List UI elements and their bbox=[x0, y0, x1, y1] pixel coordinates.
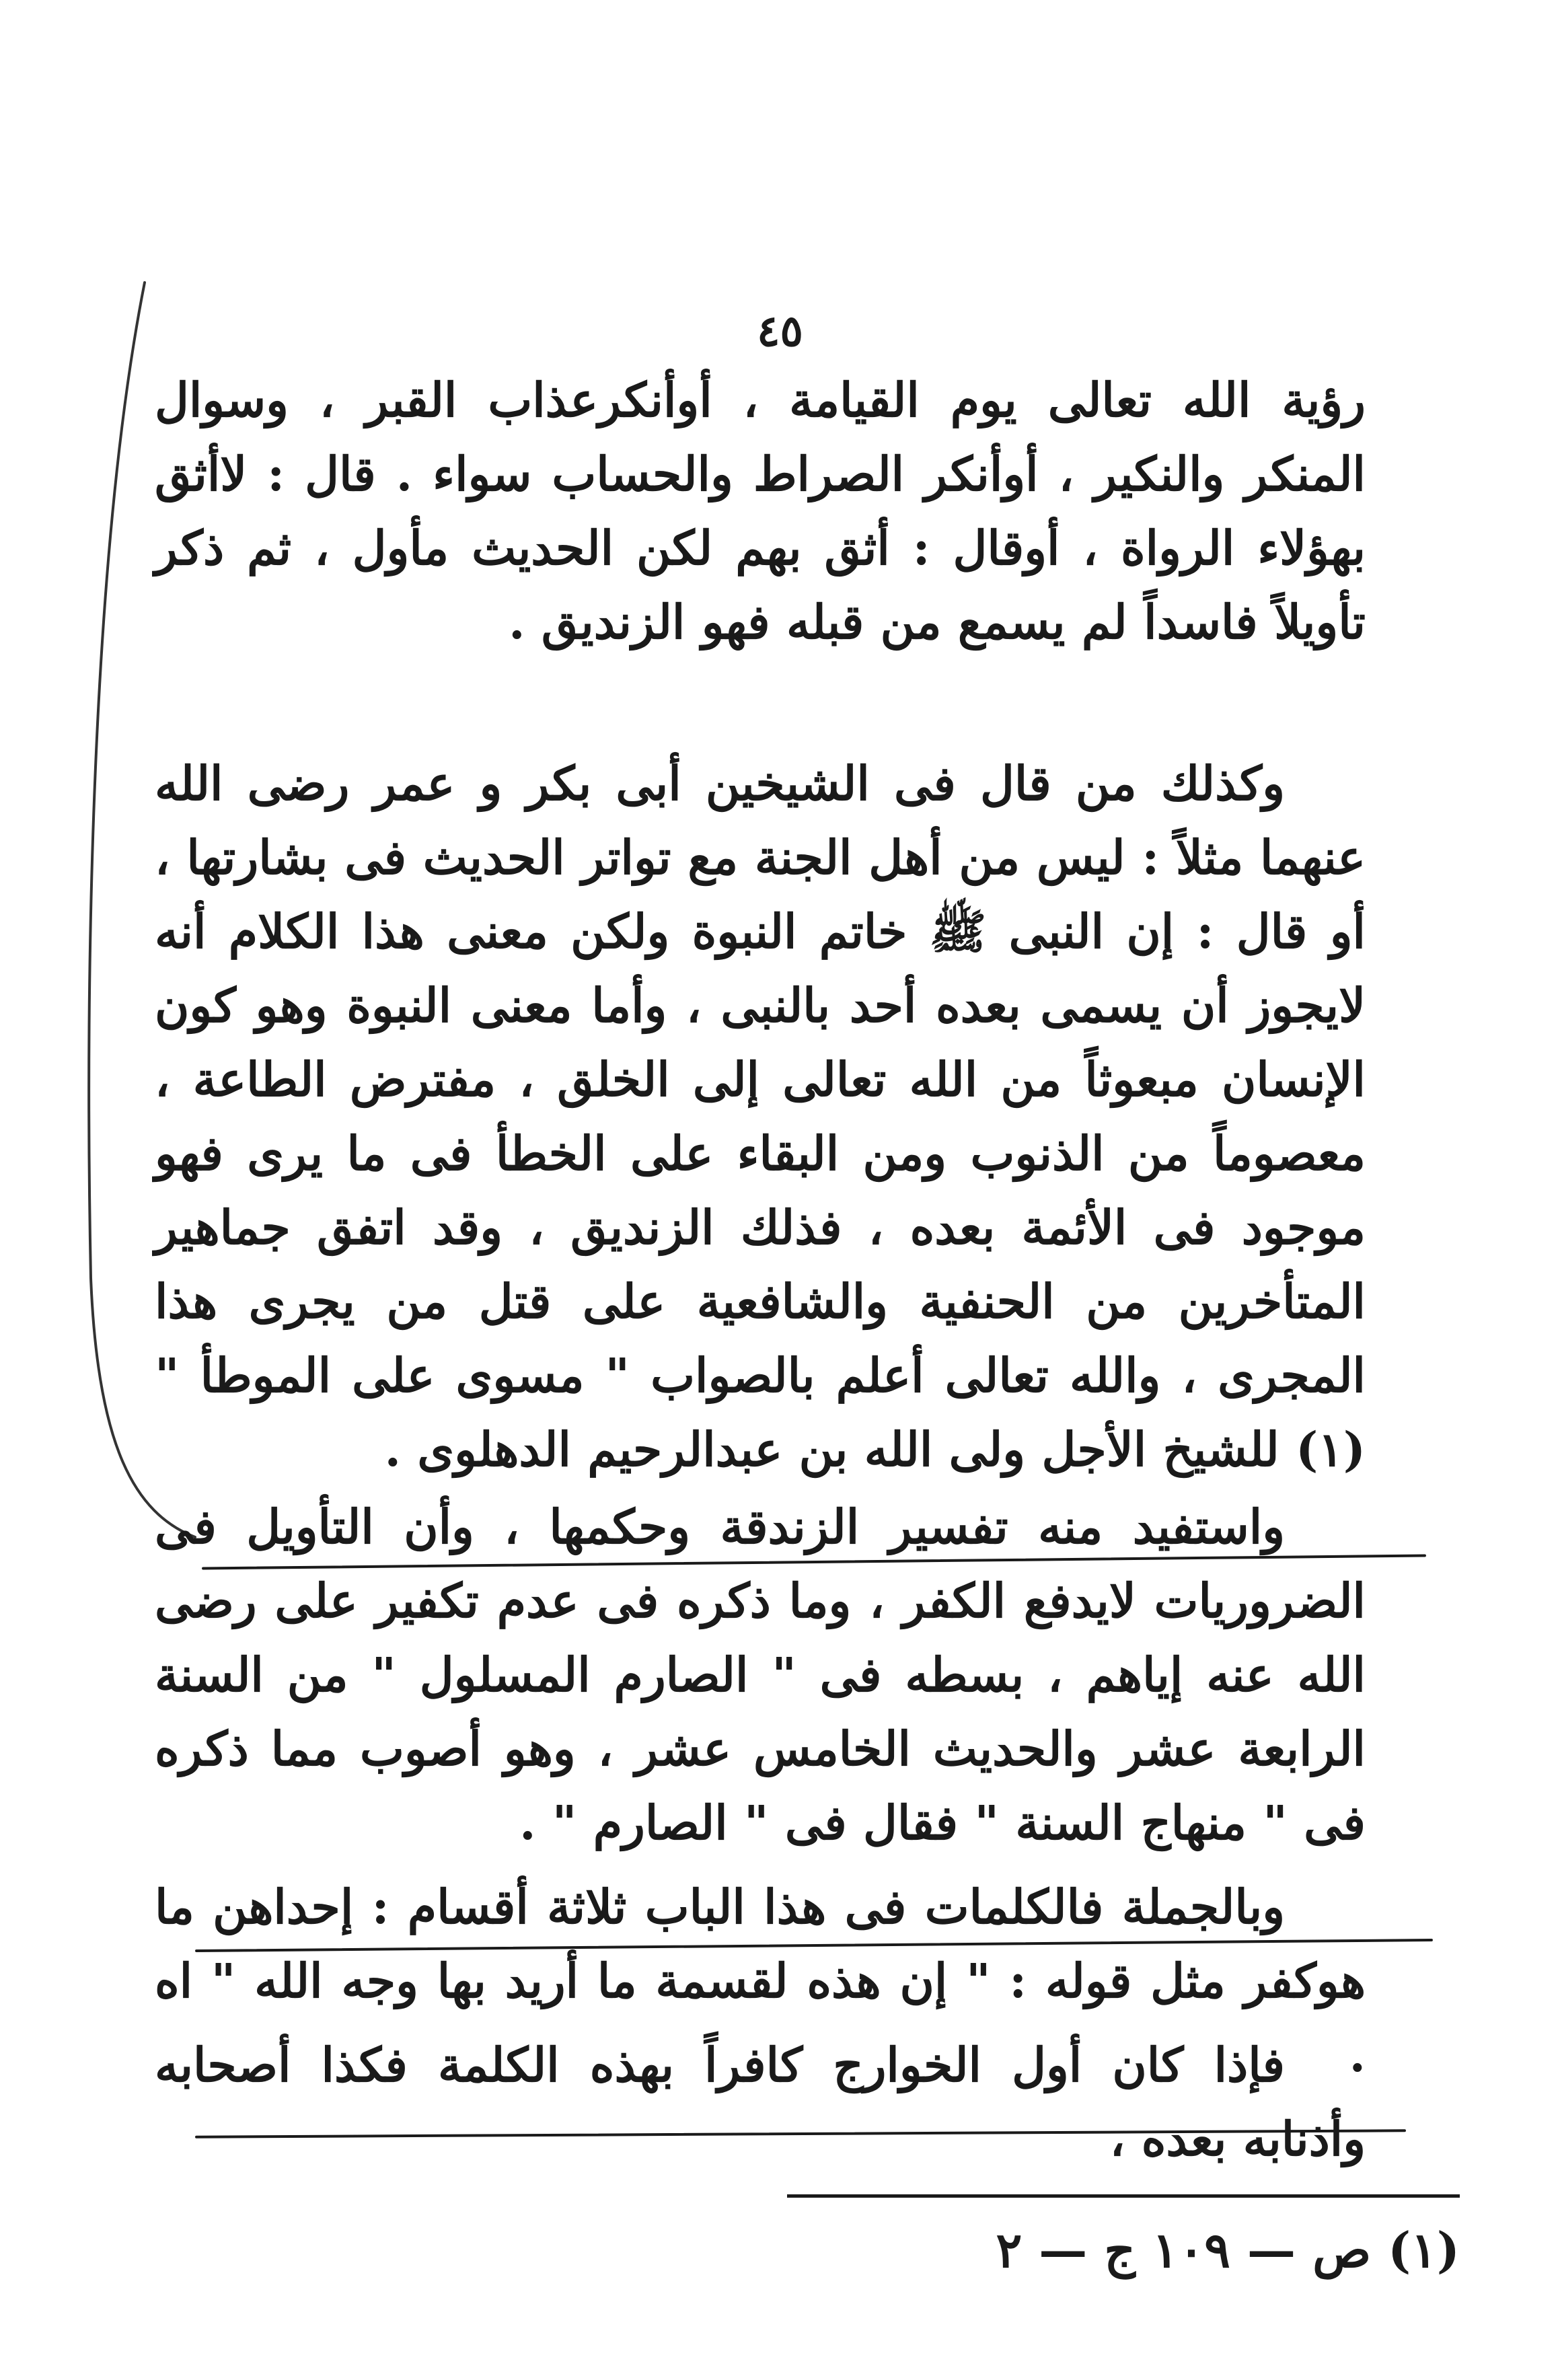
page-number: ٤٥ bbox=[757, 306, 803, 357]
paragraph-3: واستفيد منه تفسير الزندقة وحكمها ، وأن التأويل فى الضروريات لايدفع الكفر ، وما ذكره فى عدم تكفير على رضى الله عنه إياهم ، بسطه فى " الصارم المسلول " من السنة الرابعة عشر والحديث الخامس عشر ، وهو أصوب مما ذكره فى " منهاج السنة " فقال فى " الصارم " . bbox=[155, 1499, 1366, 1851]
paragraph-5: فإذا كان أول الخوارج كافراً بهذه الكلمة فكذا أصحابه وأذنابه بعده ، bbox=[155, 2037, 1366, 2167]
paragraph-1: رؤية الله تعالى يوم القيامة ، أوأنكرعذاب القبر ، وسوال المنكر والنكير ، أوأنكر الصراط والحساب سواء . قال : لاأثق بهؤلاء الرواة ، أوقال : أثق بهم لكن الحديث مأول ، ثم ذكر تأويلاً فاسداً لم يسمع من قبله فهو الزنديق . bbox=[155, 372, 1366, 650]
paragraph-4: وبالجملة فالكلمات فى هذا الباب ثلاثة أقسام : إحداهن ما هوكفر مثل قوله : " إن هذه لقسمة ما أريد بها وجه الله " اه . bbox=[155, 1879, 1366, 2083]
paragraph-2: وكذلك من قال فى الشيخين أبى بكر و عمر رضى الله عنهما مثلاً : ليس من أهل الجنة مع تواتر الحديث فى بشارتها ، أو قال : إن النبى ﷺ خاتم النبوة ولكن معنى هذا الكلام أنه لايجوز أن يسمى بعده أحد بالنبى ، وأما معنى النبوة وهو كون الإنسان مبعوثاً من الله تعالى إلى الخلق ، مفترض الطاعة ، معصوماً من الذنوب ومن البقاء على الخطأ فى ما يرى فهو موجود فى الأئمة بعده ، فذلك الزنديق ، وقد اتفق جماهير المتأخرين من الحنفية والشافعية على قتل من يجرى هذا المجرى ، والله تعالى أعلم بالصواب " مسوى على الموطأ " (١) للشيخ الأجل ولى الله بن عبدالرحيم الدهلوى . bbox=[155, 755, 1366, 1477]
footnote-divider bbox=[787, 2194, 1460, 2198]
footnote: (١) ص — ١٠٩ ج — ٢ bbox=[996, 2221, 1460, 2278]
